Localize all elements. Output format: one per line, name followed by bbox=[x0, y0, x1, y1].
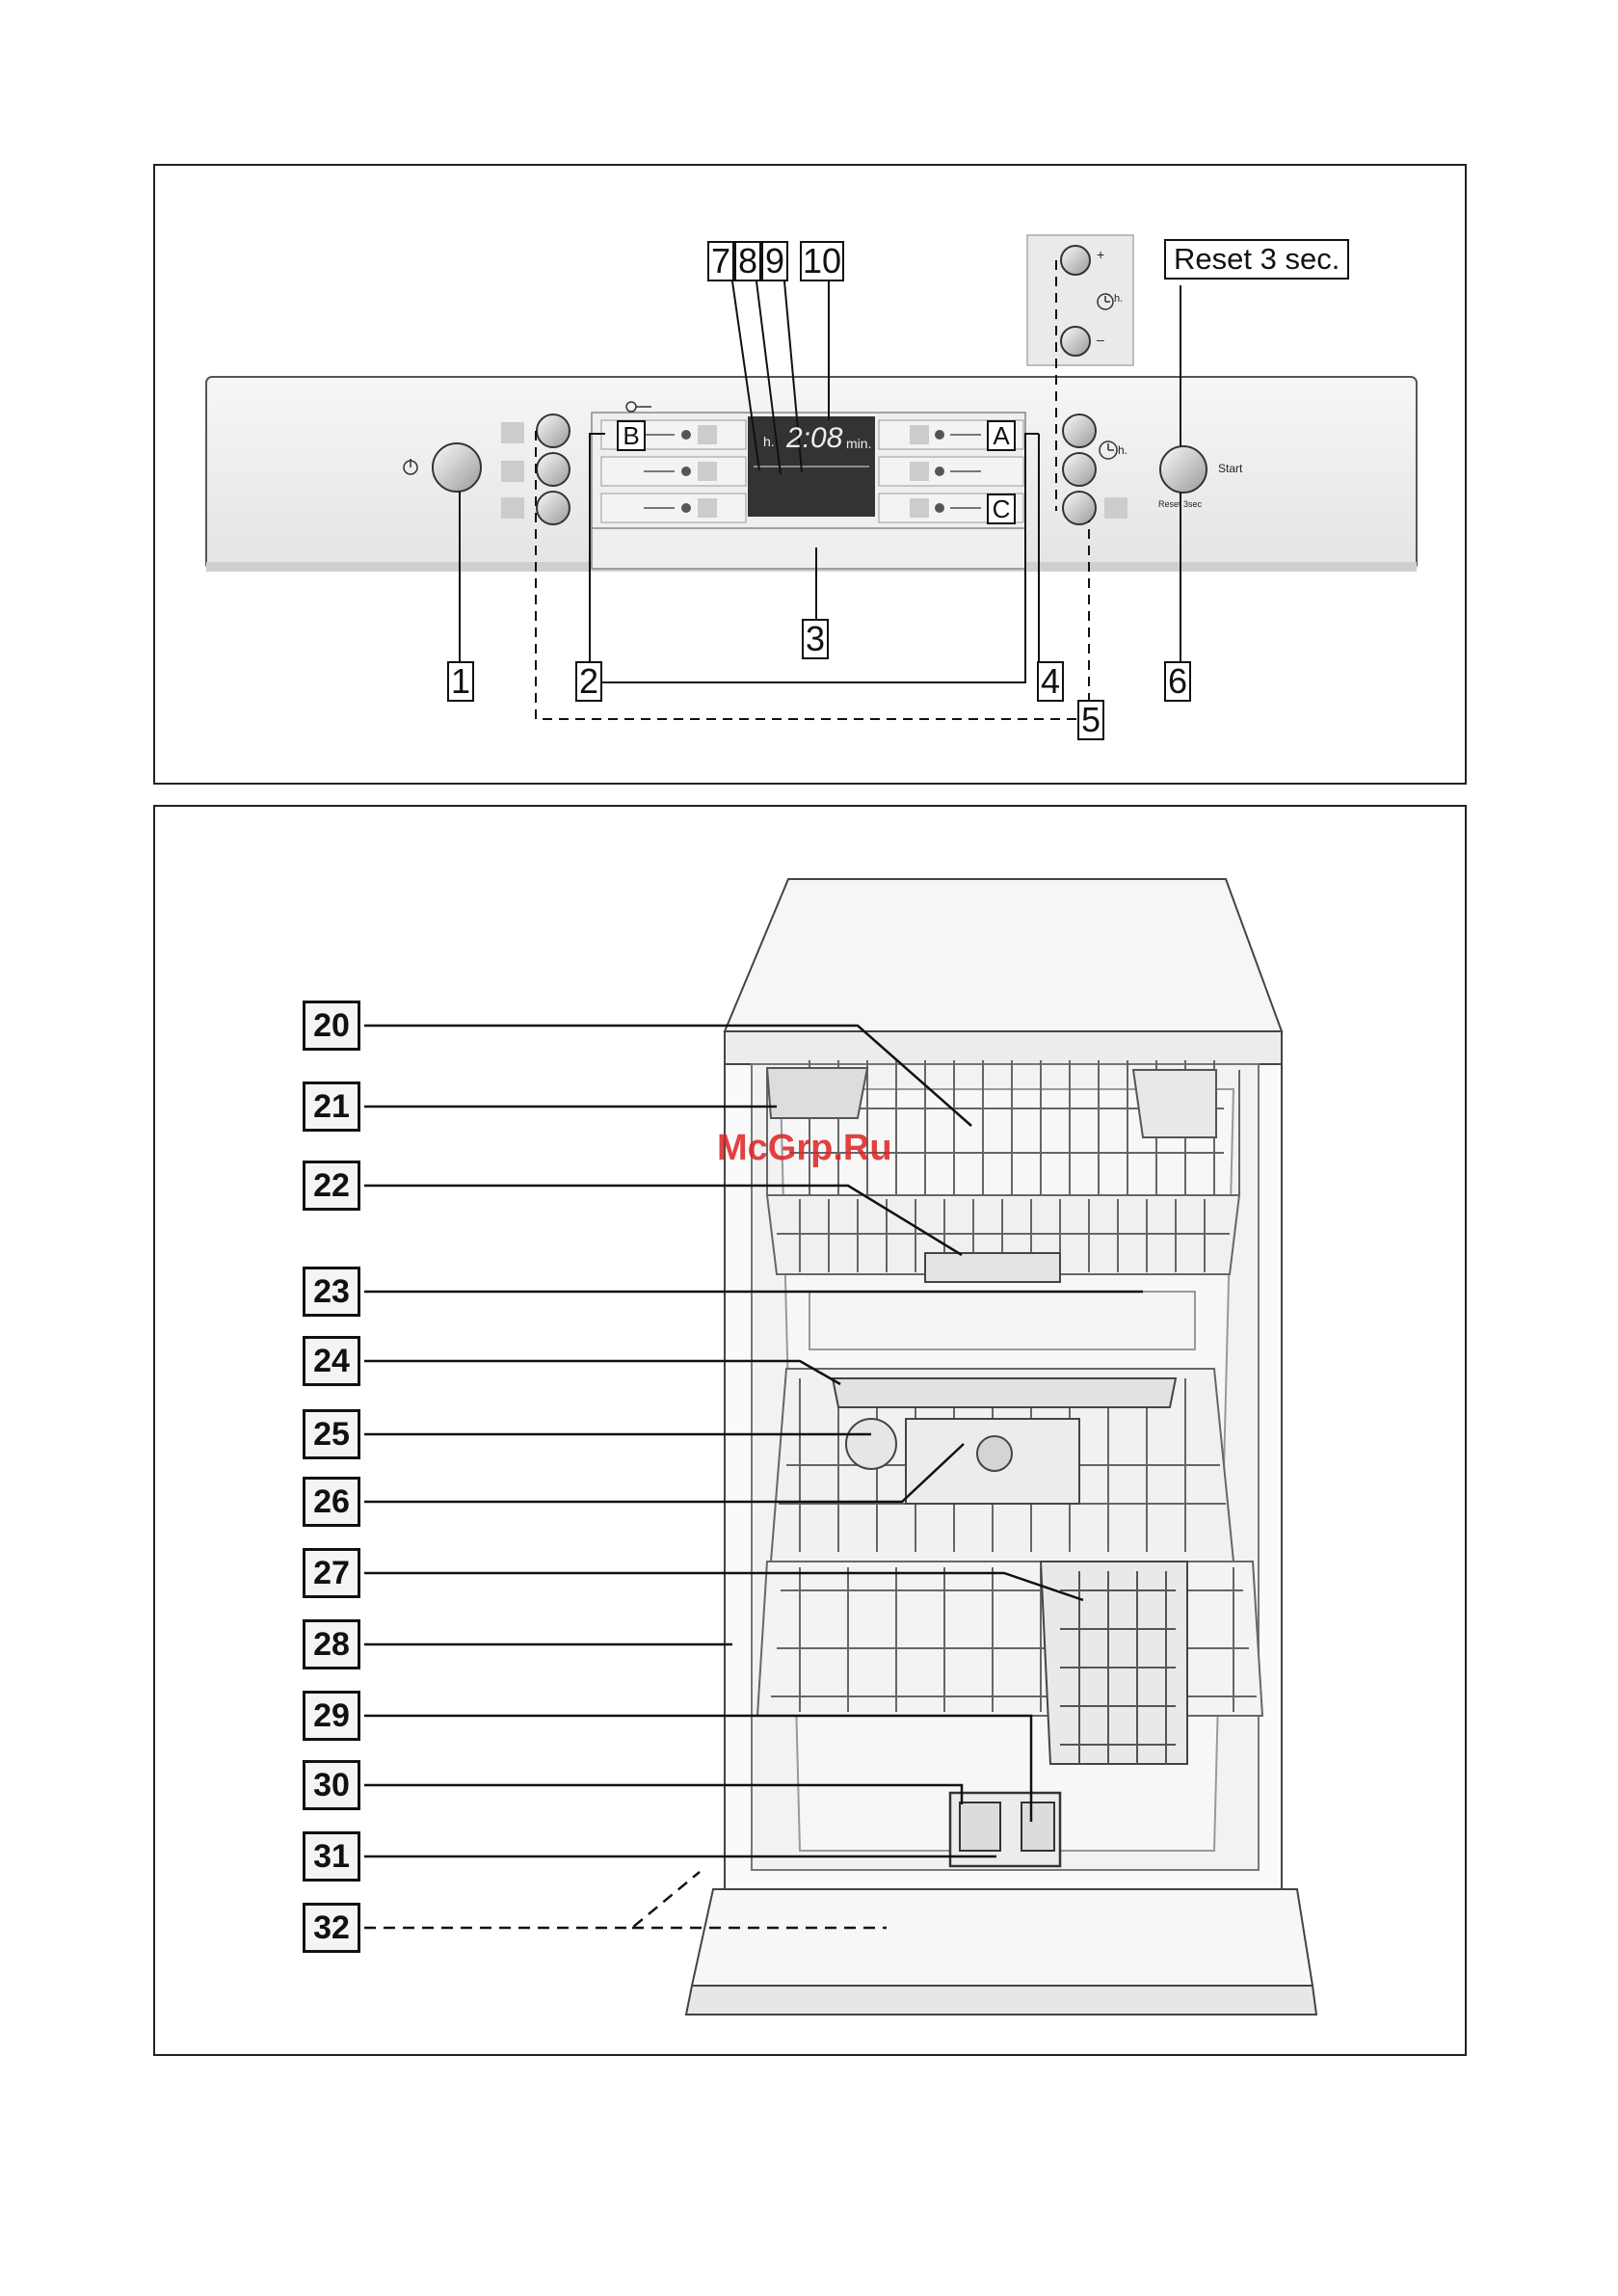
inset-timer-h: h. bbox=[1114, 293, 1124, 305]
callout-9: 9 bbox=[761, 241, 788, 281]
callout-31: 31 bbox=[303, 1831, 360, 1882]
timer-plus: + bbox=[1097, 247, 1105, 262]
display-h: h. bbox=[763, 434, 775, 449]
display-time: 2:08 bbox=[786, 422, 843, 454]
callout-8: 8 bbox=[734, 241, 761, 281]
reset-small-label: Reset 3sec bbox=[1158, 499, 1203, 509]
callout-1: 1 bbox=[447, 661, 474, 702]
callout-30: 30 bbox=[303, 1760, 360, 1810]
callout-4: 4 bbox=[1037, 661, 1064, 702]
callout-26: 26 bbox=[303, 1477, 360, 1527]
reset-3-sec-label: Reset 3 sec. bbox=[1164, 239, 1349, 280]
callout-6: 6 bbox=[1164, 661, 1191, 702]
key-a: A bbox=[987, 420, 1016, 451]
key-b: B bbox=[617, 420, 646, 451]
callout-10: 10 bbox=[800, 241, 844, 281]
callout-28: 28 bbox=[303, 1619, 360, 1669]
callout-27: 27 bbox=[303, 1548, 360, 1598]
display-min: min. bbox=[846, 436, 872, 451]
timer-h-label: h. bbox=[1118, 443, 1128, 457]
callout-24: 24 bbox=[303, 1336, 360, 1386]
callout-25: 25 bbox=[303, 1409, 360, 1459]
callout-7: 7 bbox=[707, 241, 734, 281]
callout-29: 29 bbox=[303, 1691, 360, 1741]
callout-32: 32 bbox=[303, 1903, 360, 1953]
callout-22: 22 bbox=[303, 1161, 360, 1211]
key-c: C bbox=[987, 494, 1016, 524]
callout-20: 20 bbox=[303, 1001, 360, 1051]
callout-2: 2 bbox=[575, 661, 602, 702]
callout-23: 23 bbox=[303, 1267, 360, 1317]
callout-21: 21 bbox=[303, 1081, 360, 1132]
callout-5: 5 bbox=[1077, 700, 1104, 740]
callout-3: 3 bbox=[802, 619, 829, 659]
start-label: Start bbox=[1218, 462, 1243, 475]
watermark: McGrp.Ru bbox=[717, 1128, 892, 1168]
timer-minus: – bbox=[1097, 332, 1104, 347]
